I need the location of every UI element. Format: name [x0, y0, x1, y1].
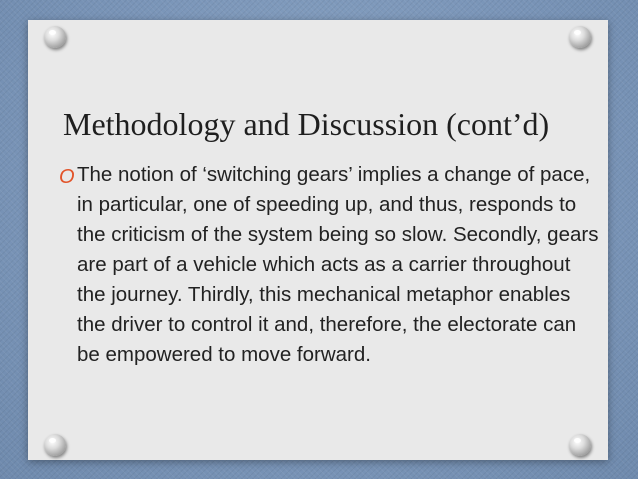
pin-icon — [44, 434, 66, 456]
slide-title: Methodology and Discussion (cont’d) — [63, 106, 550, 142]
bullet-item — [59, 160, 599, 370]
pin-icon — [569, 26, 591, 48]
pin-icon — [44, 26, 66, 48]
pin-icon — [569, 434, 591, 456]
bullet-text: The notion of ‘switching gears’ implies a change of pace, in particular, one of speeding up, and thus, responds to the criticism of the system being so slow. Secondly, gears are part of a vehicle which acts as a carrier throughout the journey. Thirdly, this mechanical metaphor enables the driver to control it and, therefore, the electorate can be empowered to move forward. — [77, 163, 599, 366]
bullet-marker: O — [59, 166, 75, 188]
